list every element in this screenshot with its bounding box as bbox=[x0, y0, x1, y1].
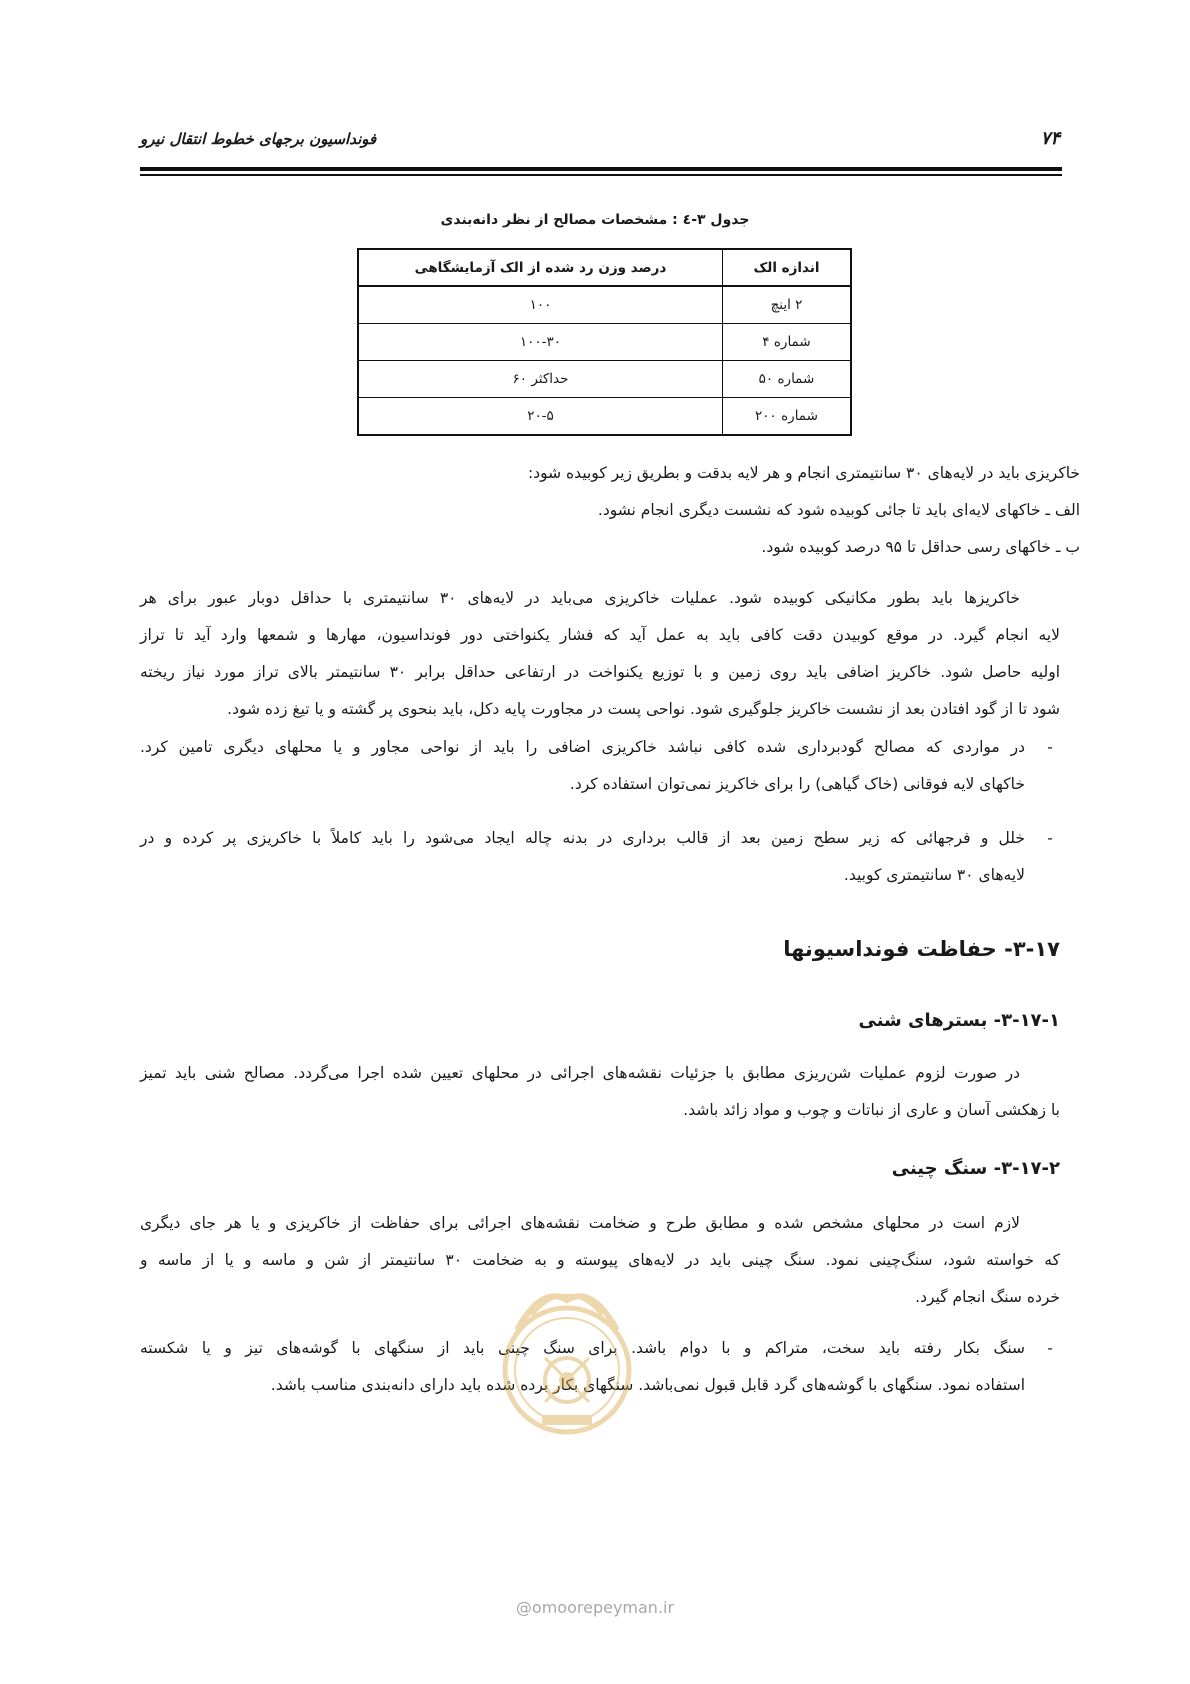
paragraph-line: خاکریزها باید بطور مکانیکی کوبیده شود. عملیات خاکریزی می‌باید در لایه‌های ۳۰ سانتیمتری با حداقل دوبار عبور برای هر bbox=[140, 589, 1020, 607]
paragraph-line: اولیه حاصل شود. خاکریز اضافی باید روی زمین و با توزیع یکنواخت در ارتفاعی حداقل برابر ۳۰ سانتیمتر بالای تراز مورد نیاز ریخته bbox=[140, 663, 1060, 681]
table-row bbox=[358, 286, 851, 324]
table-row bbox=[358, 398, 851, 436]
table-caption: جدول ۳-٤ : مشخصات مصالح از نظر دانه‌بندی bbox=[440, 212, 750, 228]
paragraph-line: لازم است در محلهای مشخص شده و مطابق طرح و ضخامت نقشه‌های اجرائی برای حفاظت از خاکریزی و یا هر جای دیگری bbox=[140, 1214, 1020, 1232]
header-sieve-size: اندازه الک bbox=[723, 249, 852, 286]
header-rule-thin bbox=[140, 174, 1062, 176]
paragraph-line: لایه انجام گیرد. در موقع کوبیدن دقت کافی باید به عمل آید که فشار یکنواختی دور فونداسیون، مهارها و شمعها وارد آید تا تراز bbox=[140, 626, 1060, 644]
compaction-intro bbox=[200, 455, 1080, 566]
bullet-item bbox=[140, 820, 1060, 900]
subsection-heading: ۳-۱۷-۱- بسترهای شنی bbox=[858, 1010, 1060, 1031]
cell-percent-passing: ۲۰-۵ bbox=[358, 398, 723, 436]
page-number: ۷۴ bbox=[1040, 128, 1060, 149]
list-item-b: ب ـ خاکهای رسی حداقل تا ۹۵ درصد کوبیده شود. bbox=[761, 538, 1080, 556]
paragraph-line: شود تا از گود افتادن بعد از نشست خاکریز جلوگیری شود. نواحی پست در مجاورت پایه دکل، باید بنحوی پر گشته و یا تیغ زده شود. bbox=[227, 700, 1060, 718]
bullet-dash: - bbox=[1047, 738, 1053, 756]
watermark-url: @omoorepeyman.ir bbox=[515, 1598, 675, 1617]
bullet-text bbox=[140, 729, 1025, 803]
paragraph-line: در صورت لزوم عملیات شن‌ریزی مطابق با جزئیات نقشه‌های اجرائی در محلهای تعیین شده اجرا می‌گردد. مصالح شنی باید تمیز bbox=[140, 1064, 1020, 1082]
backfill-paragraph bbox=[140, 580, 1060, 728]
gradation-table bbox=[357, 248, 852, 436]
bullet-line: لایه‌های ۳۰ سانتیمتری کوبید. bbox=[843, 866, 1025, 884]
book-title: فونداسیون برجهای خطوط انتقال نیرو bbox=[140, 130, 377, 148]
bullet-dash: - bbox=[1047, 829, 1053, 847]
subsection-heading: ۳-۱۷-۲- سنگ چینی bbox=[891, 1158, 1060, 1179]
table-row bbox=[358, 361, 851, 398]
section-heading: ۳-۱۷- حفاظت فونداسیونها bbox=[783, 937, 1060, 961]
watermark-seal-icon bbox=[487, 1275, 647, 1445]
gravel-bed-paragraph bbox=[140, 1055, 1060, 1129]
bullet-text bbox=[140, 820, 1025, 894]
cell-percent-passing: ۱۰۰-۳۰ bbox=[358, 324, 723, 361]
cell-sieve-size: شماره ۲۰۰ bbox=[723, 398, 852, 436]
bullet-line: خلل و فرجهائی که زیر سطح زمین بعد از قالب برداری در بدنه چاله ایجاد می‌شود را باید کاملاً با خاکریزی پر کرده و در bbox=[140, 829, 1025, 847]
header-percent-passing: درصد وزن رد شده از الک آزمایشگاهی bbox=[358, 249, 723, 286]
table-row bbox=[358, 324, 851, 361]
list-item-a: الف ـ خاکهای لایه‌ای باید تا جائی کوبیده شود که نشست دیگری انجام نشود. bbox=[597, 501, 1080, 519]
intro-line: خاکریزی باید در لایه‌های ۳۰ سانتیمتری انجام و هر لایه بدقت و بطریق زیر کوبیده شود: bbox=[528, 464, 1080, 482]
bullet-line: در مواردی که مصالح گودبرداری شده کافی نباشد خاکریزی اضافی را باید از نواحی مجاور و یا محلهای دیگری تامین کرد. bbox=[140, 738, 1025, 756]
table-header-row bbox=[358, 249, 851, 286]
paragraph-line: که خواسته شود، سنگ‌چینی نمود. سنگ چینی باید در لایه‌های پیوسته و به ضخامت ۳۰ سانتیمتر از شن و ماسه و یا از ماسه و bbox=[140, 1251, 1060, 1269]
bullet-line: خاکهای لایه فوقانی (خاک گیاهی) را برای خاکریز نمی‌توان استفاده کرد. bbox=[569, 775, 1025, 793]
cell-sieve-size: ۲ اینچ bbox=[723, 286, 852, 324]
bullet-dash: - bbox=[1047, 1339, 1053, 1357]
header-rule-thick bbox=[140, 167, 1062, 171]
cell-percent-passing: حداکثر ۶۰ bbox=[358, 361, 723, 398]
cell-sieve-size: شماره ۴ bbox=[723, 324, 852, 361]
bullet-line: استفاده نمود. سنگهای با گوشه‌های گرد قابل قبول نمی‌باشد. سنگهای بکار برده شده باید دارای دانه‌بندی مناسب باشد. bbox=[270, 1376, 1025, 1394]
paragraph-line: با زهکشی آسان و عاری از نباتات و چوب و مواد زائد باشد. bbox=[683, 1101, 1060, 1119]
running-header bbox=[140, 128, 1060, 156]
bullet-line: سنگ بکار رفته باید سخت، متراکم و با دوام باشد. برای سنگ چینی باید از سنگهای با گوشه‌های تیز و یا شکسته bbox=[140, 1339, 1025, 1357]
paragraph-line: خرده سنگ انجام گیرد. bbox=[915, 1288, 1060, 1306]
cell-percent-passing: ۱۰۰ bbox=[358, 286, 723, 324]
cell-sieve-size: شماره ۵۰ bbox=[723, 361, 852, 398]
bullet-item bbox=[140, 729, 1060, 809]
